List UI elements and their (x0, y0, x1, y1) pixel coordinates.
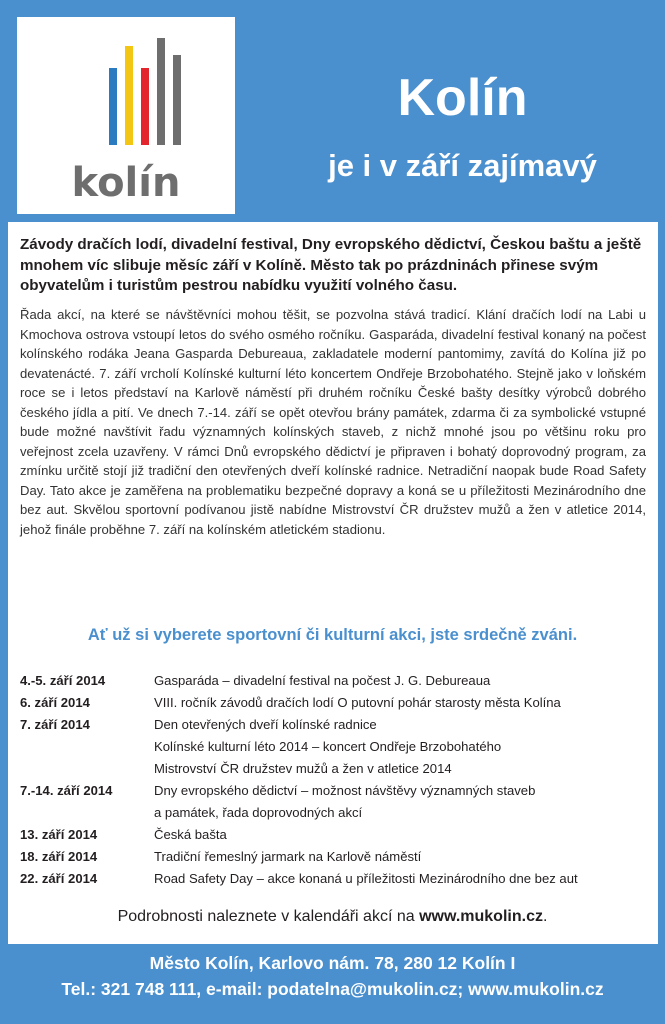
event-row (20, 846, 660, 868)
body-paragraph: Řada akcí, na které se návštěvníci mohou těšit, se pozvolna stává tradicí. Klání dračích lodí na Labi u Kmochova ostrova vstoupí letos do svého osmého ročníku. Gasparáda, divadelní festival konaný na počest kolínského rodáka Jeana Gasparda Debureaua, zakladatele moderní pantomimy, zavítá do Kolína již po devatenácté. 7. září vrcholí Kolínské kulturní léto koncertem Ondřeje Brzobohatého. Stejně jako v loňském roce se i letos představí na Karlově náměstí při druhém ročníku České bašty desítky výrobců dobrého českého jídla a pití. Ve dnech 7.-14. září se opět otevřou brány památek, zdarma či za symbolické vstupné bude možné navštívit řadu významných kolínských staveb, z nichž mnohé jsou po většinu roku pro veřejnost zcela uzavřeny. V rámci Dnů evropského dědictví je připraven i bohatý doprovodný program, za zmínku určitě stojí již tradiční den otevřených dveří kolínské radnice. Netradiční naopak bude Road Safety Day. Tato akce je zaměřena na problematiku bezpečné dopravy a koná se u příležitosti Mezinárodního dne bez aut. Skvělou sportovní podívanou jistě nabídne Mistrovství ČR družstev mužů a žen v atletice 2014, jehož finále proběhne 7. září na kolínském atletickém stadionu. (20, 307, 646, 537)
event-date: 7. září 2014 (20, 717, 90, 732)
footer (0, 950, 665, 1002)
event-date (20, 736, 154, 758)
logo-bar-yellow (125, 46, 133, 145)
event-description: VIII. ročník závodů dračích lodí O putovní pohár starosty města Kolína (154, 695, 561, 710)
event-description: Den otevřených dveří kolínské radnice (154, 717, 377, 732)
logo-text: kolín (71, 160, 181, 206)
more-info-text: Podrobnosti naleznete v kalendáři akcí na (117, 908, 420, 925)
event-description: Mistrovství ČR družstev mužů a žen v atletice 2014 (154, 761, 452, 776)
event-date: 6. září 2014 (20, 695, 90, 710)
logo-bar-blue (109, 68, 117, 145)
header (0, 0, 665, 222)
event-date (20, 802, 154, 824)
event-row (20, 714, 660, 736)
event-row (20, 670, 660, 692)
event-date: 4.-5. září 2014 (20, 673, 106, 688)
event-description: Road Safety Day – akce konaná u příležitosti Mezinárodního dne bez aut (154, 871, 578, 886)
event-description: Tradiční řemeslný jarmark na Karlově náměstí (154, 849, 422, 864)
footer-contacts: Tel.: 321 748 111, e-mail: podatelna@mukolin.cz; www.mukolin.cz (61, 979, 604, 999)
event-date: 13. září 2014 (20, 827, 98, 842)
event-row (20, 780, 660, 802)
event-date: 7.-14. září 2014 (20, 783, 113, 798)
footer-address: Město Kolín, Karlovo nám. 78, 280 12 Kolín I (149, 953, 516, 973)
logo-bar-red (141, 68, 149, 145)
event-description: Dny evropského dědictví – možnost návštěvy významných staveb (154, 783, 536, 798)
more-info-suffix: . (542, 908, 548, 925)
events-list (20, 670, 660, 890)
event-description: Kolínské kulturní léto 2014 – koncert Ondřeje Brzobohatého (154, 739, 502, 754)
event-description: Gasparáda – divadelní festival na počest J. G. Debureaua (154, 673, 491, 688)
event-row (20, 824, 660, 846)
event-row (20, 802, 660, 824)
kolin-logo (17, 17, 235, 214)
event-date (20, 758, 154, 780)
event-description: Česká bašta (154, 827, 227, 842)
page-subtitle: je i v září zajímavý (328, 148, 597, 183)
event-row (20, 758, 660, 780)
page-title: Kolín (397, 69, 528, 127)
event-row (20, 868, 660, 890)
website-link[interactable]: www.mukolin.cz (419, 908, 543, 925)
event-date: 18. září 2014 (20, 849, 98, 864)
logo-bar-gray-2 (173, 55, 181, 145)
event-row (20, 736, 660, 758)
event-description: a památek, řada doprovodných akcí (154, 805, 363, 820)
lead-paragraph: Závody dračích lodí, divadelní festival, Dny evropského dědictví, Českou baštu a ještě mnohem víc slibuje měsíc září v Kolíně. Město tak po prázdninách přinese svým obyvatelům i turistům pestrou nabídku využití volného času. (20, 236, 642, 295)
invitation-line: Ať už si vyberete sportovní či kulturní akci, jste srdečně zváni. (87, 626, 578, 644)
more-info-line (0, 908, 665, 926)
logo-bars-icon (17, 17, 235, 157)
event-date: 22. září 2014 (20, 871, 98, 886)
logo-bar-gray-1 (157, 38, 165, 145)
event-row (20, 692, 660, 714)
